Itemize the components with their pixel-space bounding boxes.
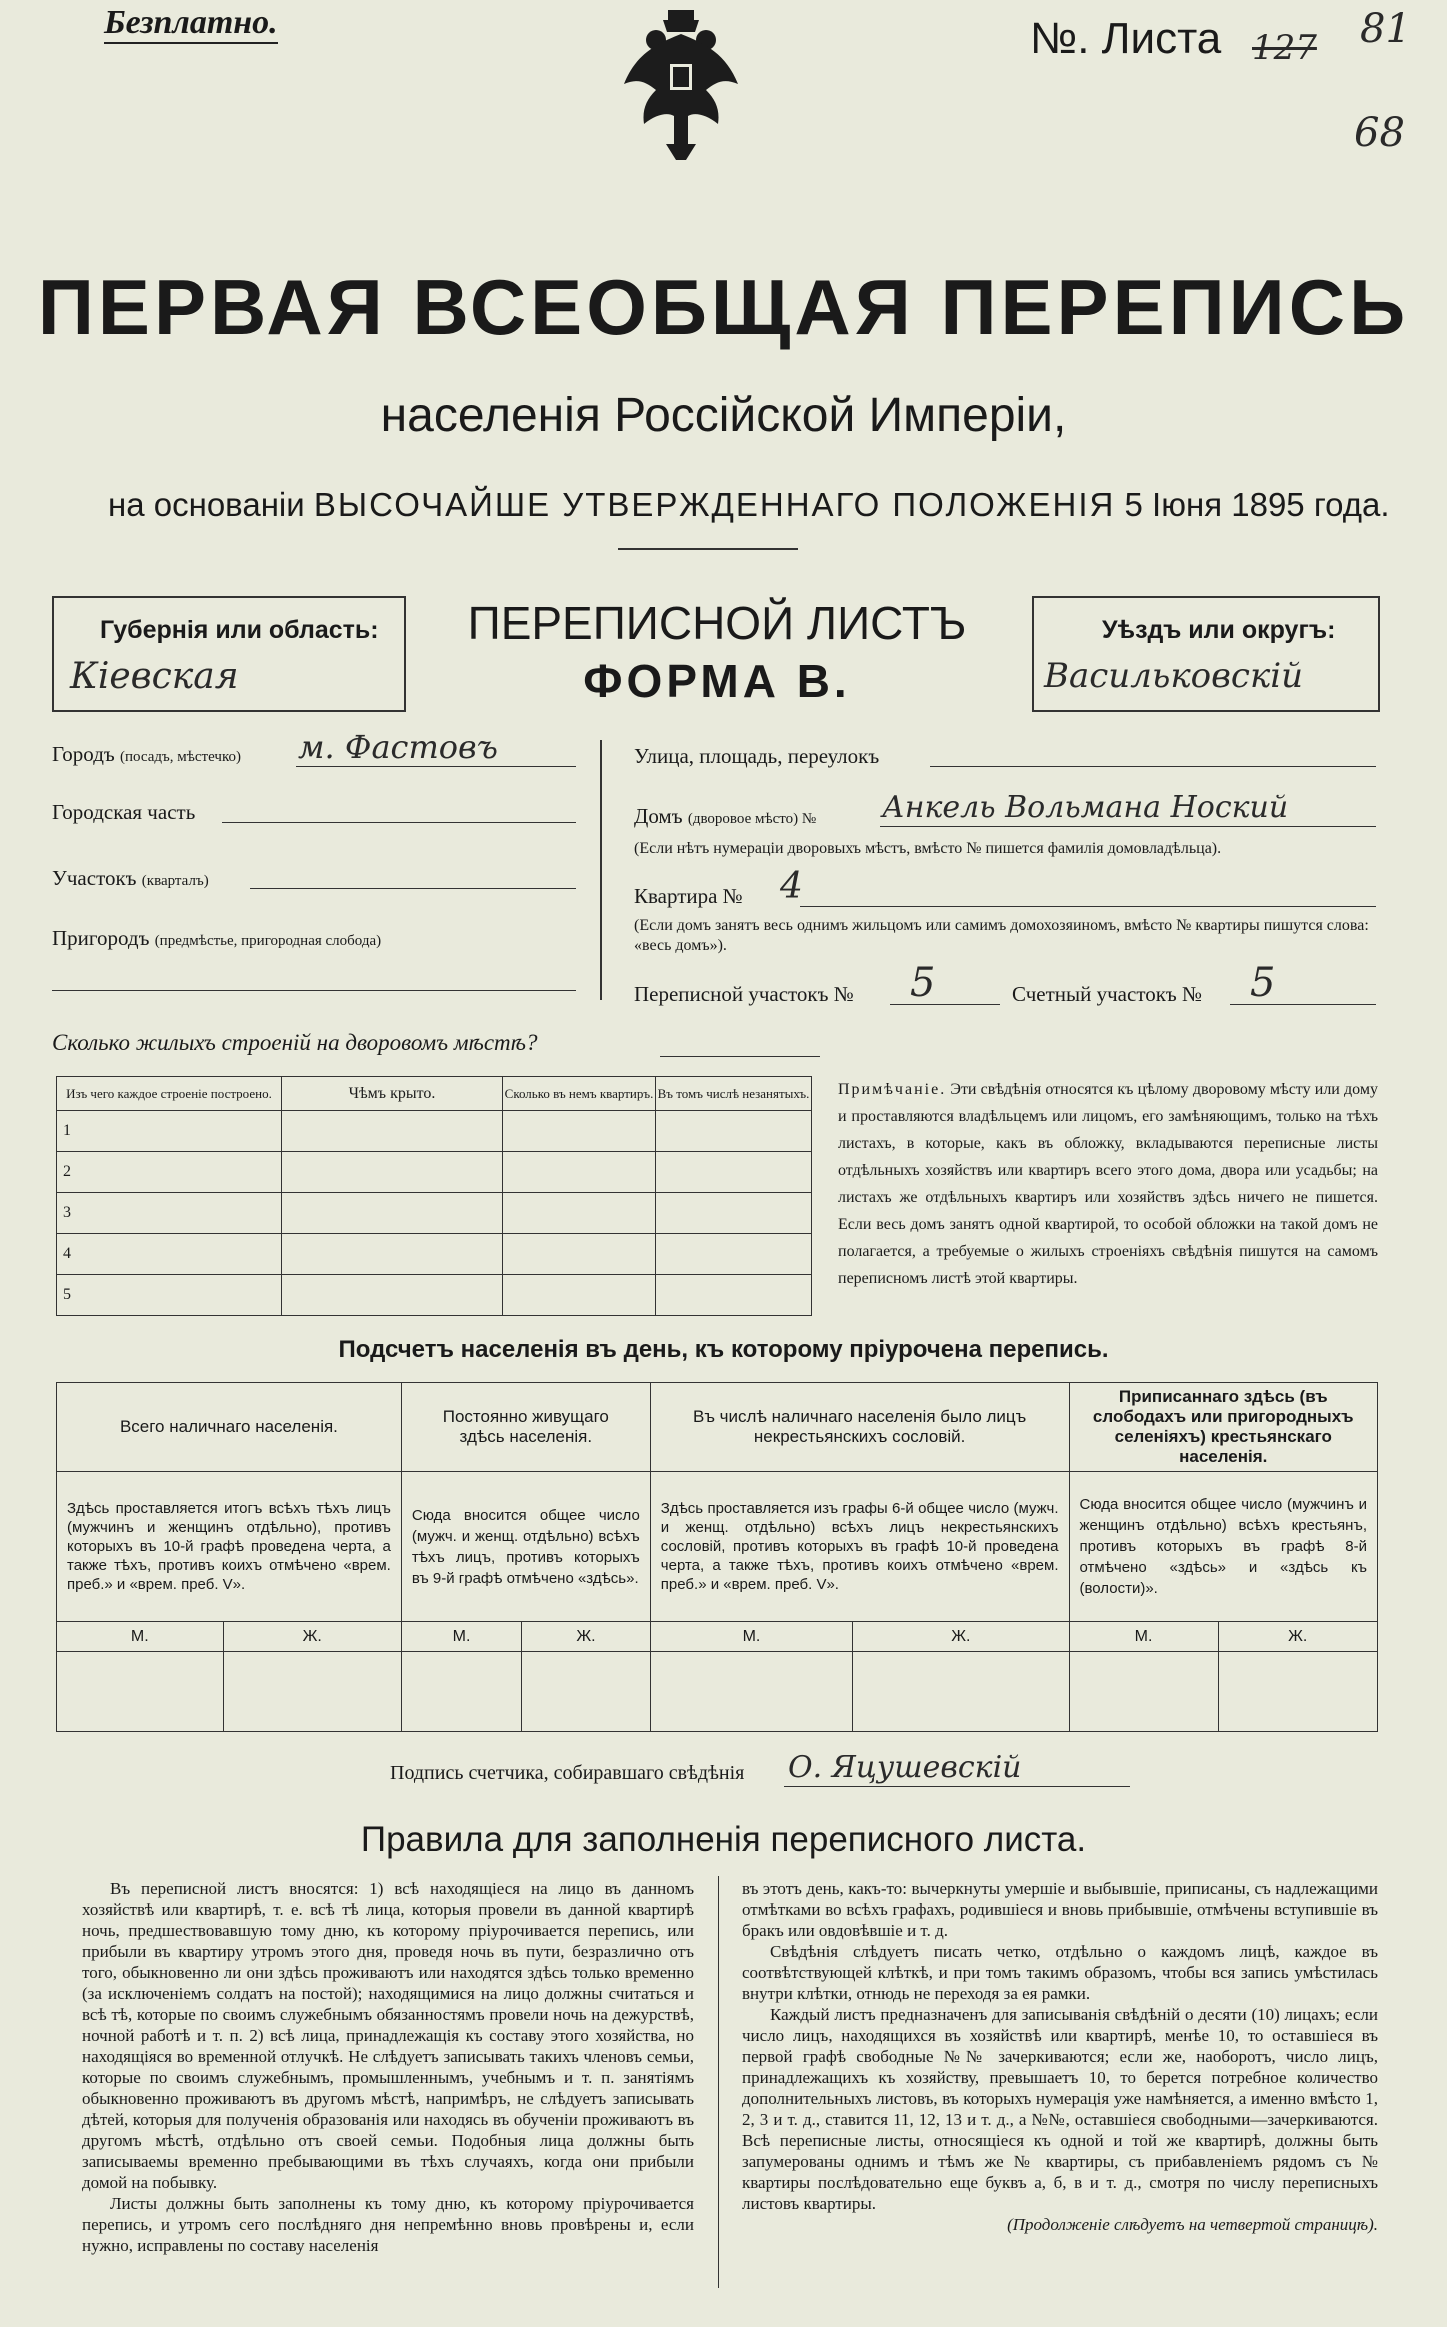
house-row <box>634 804 816 829</box>
buildings-row[interactable] <box>57 1193 812 1234</box>
province-label: Губернія или область: <box>100 616 379 644</box>
note-text: Эти свѣдѣнія относятся къ цѣлому дворовому мѣсту или дому и проставляются владѣльцемъ или лицомъ, его замѣняющимъ, только на тѣхъ листахъ, в которые, какъ въ обложку, вкладываются переписные листы отдѣльныхъ хозяйствъ или квартиръ всего этого дома, двора или усадьбы; на листахъ же отдѣльныхъ квартиръ или хозяйствъ здѣсь ничего не пишется. Если весь домъ занятъ одной квартирой, то особой обложки на такой домъ не полагается, а требуемые о жилыхъ строеніяхъ свѣдѣнія пишутся на самомъ переписномъ листѣ этой квартиры. <box>838 1081 1379 1287</box>
count-cell[interactable] <box>650 1652 852 1732</box>
count-head-peasant: Приписаннаго здѣсь (въ слободахъ или пригородныхъ селеніяхъ) крестьянскаго населенія. <box>1069 1383 1378 1472</box>
buildings-row[interactable] <box>57 1111 812 1152</box>
sheet-title-box <box>402 596 1032 708</box>
province-box <box>52 596 406 712</box>
section-row <box>52 866 209 891</box>
rules-right-text-3: Каждый листъ предназначенъ для записыванія свѣдѣній о десяти (10) лицахъ; если число лицъ, находящихся въ хозяйствѣ или квартирѣ, менѣе 10, то оставшіеся въ первой графѣ свободные №№ зачеркиваются; если же, наоборотъ, число лицъ, принадлежащихъ къ хозяйству, превышаетъ 10, то берется потребное количество дополнительныхъ листовъ, въ которыхъ нумерація уже намѣняется, а именно вмѣсто 1, 2, 3 и т. д., ставится 11, 12, 13 и т. д., а №№, оставшіеся свободными—зачеркиваются. Всѣ переписные листы, относящіеся къ одной и той же квартирѣ, должны быть запумерованы однимъ и тѣмъ же № квартиры, съ прибавленіемъ рядомъ съ № квартиры послѣдовательно еще буквъ а, б, в и т. д., смотря по числу переписныхъ листовъ квартиры. <box>742 2005 1378 2213</box>
decree-line <box>108 486 1390 524</box>
buildings-col-apartments: Сколько въ немъ квартиръ. <box>503 1077 656 1111</box>
district-label: Уѣздъ или округъ: <box>1102 616 1336 644</box>
count-female-label: Ж. <box>522 1622 651 1652</box>
count-desc-total: Здѣсь проставляется итогъ всѣхъ тѣхъ лицъ (мужчинъ и женщинъ отдѣльно), противъ которыхъ въ 10-й графѣ проведена черта, а также тѣхъ, противъ коихъ отмѣчено «врем. преб.» и «врем. преб. V». <box>57 1472 402 1622</box>
city-part-label: Городская часть <box>52 800 196 824</box>
count-head-permanent: Постоянно живущаго здѣсь населенія. <box>401 1383 650 1472</box>
rules-right-column <box>742 1878 1378 2235</box>
house-label: Домъ <box>634 804 683 828</box>
buildings-row[interactable] <box>57 1275 812 1316</box>
rules-left-text: Въ переписной листъ вносятся: 1) всѣ находящіеся на лицо въ данномъ хозяйствѣ или квартирѣ, т. е. всѣ тѣ лица, которыя провели въ данной квартирѣ ночь, предшествовавшую тому дню, къ которому пріурочивается перепись, или прибыли въ квартиру утромъ этого дня, проведя ночь въ пути, безразлично отъ того, обыкновенно ли они здѣсь проживаютъ или находятся здѣсь только временно (за исключеніемъ солдатъ на постой); находящимися на лицо должны считаться и всѣ тѣ, которые по своимъ служебнымъ обязанностямъ провели ночь на дежурствѣ, ночной работѣ и т. п. 2) всѣ лица, принадлежащія къ составу этого хозяйства, но находящіяся во временной отлучкѣ. Не слѣдуетъ записывать такихъ членовъ семьи, которые по своимъ служебнымъ, промышленнымъ, учебнымъ и т. п. занятіямъ обыкновенно проживаютъ въ другомъ мѣстѣ, напримѣръ, не слѣдуетъ записывать дѣтей, которыя для полученія образованія или находясь въ обученіи проживаютъ въ другомъ мѣстѣ, отдѣльно отъ своей семьи. Подобныя лица должны быть записываемы временно пребывающими въ тѣхъ случаяхъ, когда они прибыли домой на побывку. <box>82 1879 694 2192</box>
suburb-label: Пригородъ <box>52 926 150 950</box>
count-values-row[interactable] <box>57 1652 1378 1732</box>
census-district-value: 5 <box>910 960 936 1006</box>
city-value: м. Фастовъ <box>298 728 498 766</box>
margin-note-2: 68 <box>1354 110 1405 156</box>
rules-left-text-2: Листы должны быть заполнены къ тому дню, къ которому пріурочивается перепись, и утромъ сего послѣдняго дня непремѣнно вновь провѣрены и, если нужно, исправлены по составу населенія <box>82 2194 694 2255</box>
count-cell[interactable] <box>401 1652 521 1732</box>
count-title: Подсчетъ населенія въ день, къ которому пріурочена перепись. <box>338 1336 1109 1363</box>
house-sub: (дворовое мѣсто) № <box>687 811 817 827</box>
province-value[interactable]: Кіевская <box>70 656 239 697</box>
buildings-question-field[interactable] <box>660 1056 820 1057</box>
street-field[interactable] <box>930 766 1376 767</box>
city-label: Городъ <box>52 742 115 766</box>
count-district-field[interactable] <box>1230 960 1376 1006</box>
count-cell[interactable] <box>1069 1652 1218 1732</box>
count-male-label: М. <box>57 1622 224 1652</box>
count-male-label: М. <box>650 1622 852 1652</box>
count-cell[interactable] <box>223 1652 401 1732</box>
count-male-label: М. <box>1069 1622 1218 1652</box>
buildings-row[interactable] <box>57 1234 812 1275</box>
decree-prefix: на основаніи <box>108 486 305 523</box>
count-desc-peasant: Сюда вносится общее число (мужчинъ и женщинъ отдѣльно) всѣхъ крестьянъ, противъ которыхъ въ графѣ 8-й отмѣчено «здѣсь» и «здѣсь къ (волости)». <box>1069 1472 1378 1622</box>
rules-title: Правила для заполненія переписного листа. <box>360 1820 1087 1859</box>
signature-label: Подпись счетчика, собиравшаго свѣдѣнія <box>390 1762 745 1784</box>
buildings-row[interactable] <box>57 1152 812 1193</box>
count-female-label: Ж. <box>1218 1622 1377 1652</box>
section-field[interactable] <box>250 888 576 889</box>
section-label: Участокъ <box>52 866 137 890</box>
apartment-note: (Если домъ занятъ весь однимъ жильцомъ или самимъ домохозяиномъ, вмѣсто № квартиры пишутся слова: «весь домъ»). <box>634 917 1369 954</box>
rules-left-column <box>82 1878 694 2256</box>
suburb-row <box>52 926 381 951</box>
census-title: ПЕРВАЯ ВСЕОБЩАЯ ПЕРЕПИСЬ <box>37 263 1410 351</box>
house-note: (Если нѣтъ нумераціи дворовыхъ мѣстъ, вмѣсто № пишется фамилія домовладѣльца). <box>634 840 1222 857</box>
district-value[interactable]: Васильковскій <box>1044 656 1304 696</box>
buildings-col-material: Изъ чего каждое строеніе построено. <box>57 1077 282 1111</box>
buildings-row-number: 1 <box>57 1111 282 1152</box>
city-row <box>52 742 241 767</box>
decree-text: ВЫСОЧАЙШЕ УТВЕРЖДЕННАГО ПОЛОЖЕНІЯ <box>313 486 1116 523</box>
buildings-question: Сколько жилыхъ строеній на дворовомъ мѣстѣ? <box>52 1030 538 1055</box>
house-value: Анкель Вольмана Ноский <box>882 790 1289 825</box>
signature-field[interactable] <box>784 1750 1130 1787</box>
city-sub: (посадъ, мѣстечко) <box>119 749 241 765</box>
apartment-value: 4 <box>780 866 803 907</box>
count-head-nonpeasant: Въ числѣ наличнаго населенія было лицъ некрестьянскихъ сословій. <box>650 1383 1069 1472</box>
buildings-row-number: 2 <box>57 1152 282 1193</box>
sheet-title: ПЕРЕПИСНОЙ ЛИСТЪ <box>467 597 967 649</box>
buildings-note <box>838 1076 1378 1292</box>
suburb-field[interactable] <box>52 990 576 991</box>
note-label: Примѣчаніе. <box>838 1081 947 1098</box>
district-box <box>1032 596 1380 712</box>
count-desc-permanent: Сюда вносится общее число (мужч. и женщ. отдѣльно) всѣхъ тѣхъ лицъ, противъ которыхъ въ 9-й графѣ отмѣчено «здѣсь». <box>401 1472 650 1622</box>
decree-date: 5 Іюня 1895 года. <box>1124 486 1390 523</box>
count-table <box>56 1382 1378 1732</box>
rules-right-text: въ этотъ день, какъ-то: вычеркнуты умершіе и выбывшіе, приписаны, съ надлежащими отмѣтками во всѣхъ графахъ, родившіеся и вновь прибывшіе, отмѣчены вступившіе въ бракъ или овдовѣвшіе и т. д. <box>742 1879 1378 1940</box>
suburb-sub: (предмѣстье, пригородная слобода) <box>154 933 382 949</box>
count-cell[interactable] <box>853 1652 1069 1732</box>
count-district-value: 5 <box>1250 960 1276 1006</box>
rules-continued: (Продолженіе слѣдуетъ на четвертой страницѣ). <box>1007 2215 1378 2234</box>
sheet-number-label: №. Листа <box>1030 14 1222 63</box>
imperial-eagle-emblem <box>616 4 746 164</box>
census-district-label: Переписной участокъ № <box>634 982 854 1006</box>
count-head-total: Всего наличнаго населенія. <box>57 1383 402 1472</box>
census-district-field[interactable] <box>890 960 1000 1006</box>
address-divider <box>600 740 602 1000</box>
count-cell[interactable] <box>57 1652 224 1732</box>
form-name: ФОРМА В. <box>583 655 851 707</box>
count-male-label: М. <box>401 1622 521 1652</box>
apartment-field[interactable] <box>780 866 1376 907</box>
house-field[interactable] <box>880 790 1376 827</box>
title-divider <box>618 548 798 550</box>
buildings-col-vacant: Въ томъ числѣ незанятыхъ. <box>656 1077 812 1111</box>
count-female-label: Ж. <box>853 1622 1069 1652</box>
free-label: Безплатно. <box>104 4 278 44</box>
city-field[interactable] <box>296 728 576 767</box>
section-sub: (кварталъ) <box>141 873 209 889</box>
rules-right-text-2: Свѣдѣнія слѣдуетъ писать четко, отдѣльно о каждомъ лицѣ, каждое въ соотвѣтствующей клѣткѣ, и при томъ такимъ образомъ, чтобы вся запись умѣстилась внутри клѣтки, отнюдь не переходя за ея рамки. <box>742 1942 1378 2003</box>
apartment-label: Квартира № <box>634 884 743 908</box>
count-cell[interactable] <box>1218 1652 1377 1732</box>
sheet-number-value: 127 <box>1252 28 1317 68</box>
buildings-row-number: 4 <box>57 1234 282 1275</box>
count-cell[interactable] <box>522 1652 651 1732</box>
count-desc-nonpeasant: Здѣсь проставляется изъ графы 6-й общее число (мужч. и женщ. отдѣльно) всѣхъ лицъ некрестьянскихъ сословій, противъ которыхъ въ графѣ 10-й проведена черта, а также тѣхъ, противъ коихъ отмѣчено «врем. преб.» и «врем. преб. V». <box>650 1472 1069 1622</box>
city-part-field[interactable] <box>222 822 576 823</box>
margin-note-1: 81 <box>1360 6 1411 52</box>
buildings-col-roof: Чѣмъ крыто. <box>282 1077 503 1111</box>
count-district-label: Счетный участокъ № <box>1012 982 1203 1006</box>
buildings-row-number: 5 <box>57 1275 282 1316</box>
rules-divider <box>718 1876 719 2288</box>
count-female-label: Ж. <box>223 1622 401 1652</box>
census-subtitle: населенія Россійской Имперіи, <box>380 389 1067 442</box>
buildings-table <box>56 1076 812 1316</box>
signature-value: О. Яцушевскій <box>788 1750 1022 1785</box>
street-label: Улица, площадь, переулокъ <box>634 744 880 768</box>
buildings-row-number: 3 <box>57 1193 282 1234</box>
